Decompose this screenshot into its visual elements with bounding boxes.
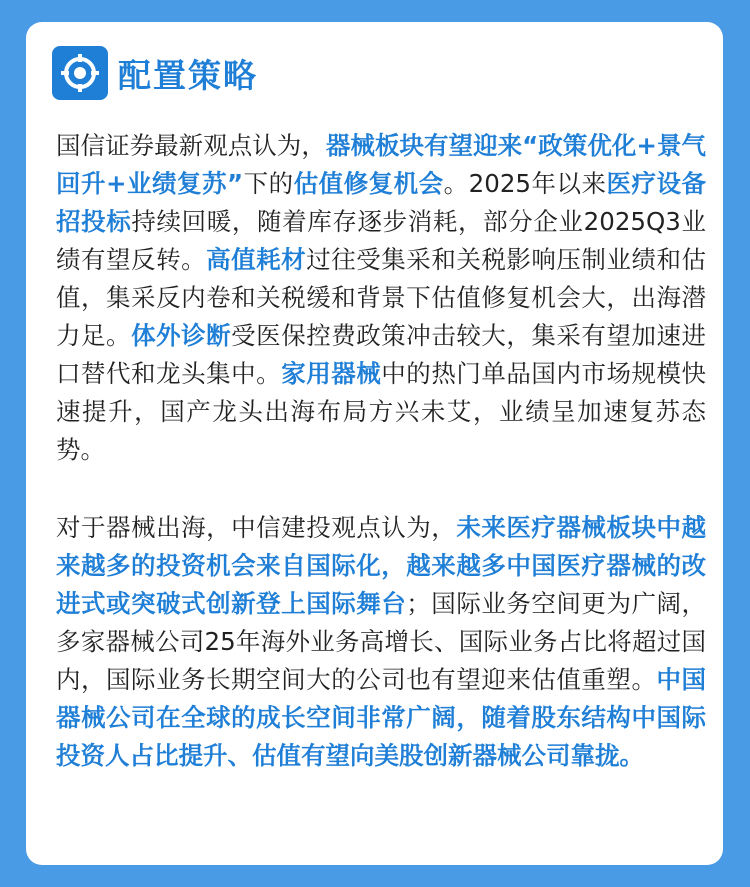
- text-segment: 对于器械出海，中信建投观点认为，: [56, 513, 457, 542]
- text-segment: 。2025年以来: [443, 169, 607, 198]
- highlight-segment: 体外诊断: [131, 321, 232, 350]
- page-title: 配置策略: [118, 55, 258, 95]
- article-body: [56, 127, 706, 775]
- text-segment: 下的: [243, 169, 294, 198]
- section-header: [52, 46, 258, 100]
- text-segment: 国信证券最新观点认为，: [56, 131, 326, 160]
- highlight-segment: 估值修复机会: [293, 169, 444, 198]
- paragraph-1: [56, 127, 706, 469]
- text-segment: 受医保控费政策冲击较大，集采有望加速进口替代和龙头集中。: [56, 321, 707, 388]
- highlight-segment: 医疗设备招投标: [56, 169, 706, 236]
- highlight-segment: 高值耗材: [206, 245, 307, 274]
- text-segment: 过往受集采和关税影响压制业绩和估值，集采反内卷和关税缓和背景下估值修复机会大，出海潜力足。: [56, 245, 707, 350]
- highlight-segment: 未来医疗器械板块中越来越多的投资机会来自国际化，越来越多中国医疗器械的改进式或突破式创新登上国际舞台: [56, 513, 707, 618]
- highlight-segment: 器械板块有望迎来“政策优化+景气回升+业绩复苏”: [56, 131, 706, 198]
- target-icon: [52, 46, 108, 100]
- text-segment: ；国际业务空间更为广阔，多家器械公司25年海外业务高增长、国际业务占比将超过国内，国际业务长期空间大的公司也有望迎来估值重塑。: [56, 589, 707, 694]
- text-segment: 中的热门单品国内市场规模快速提升，国产龙头出海布局方兴未艾，业绩呈加速复苏态势。: [56, 359, 707, 464]
- paragraph-2: [56, 509, 706, 775]
- text-segment: 持续回暖，随着库存逐步消耗，部分企业2025Q3业绩有望反转。: [56, 207, 706, 274]
- highlight-segment: 家用器械: [281, 359, 382, 388]
- content-card: [26, 22, 723, 865]
- highlight-segment: 中国器械公司在全球的成长空间非常广阔，随着股东结构中国际投资人占比提升、估值有望向美股创新器械公司靠拢。: [56, 665, 707, 770]
